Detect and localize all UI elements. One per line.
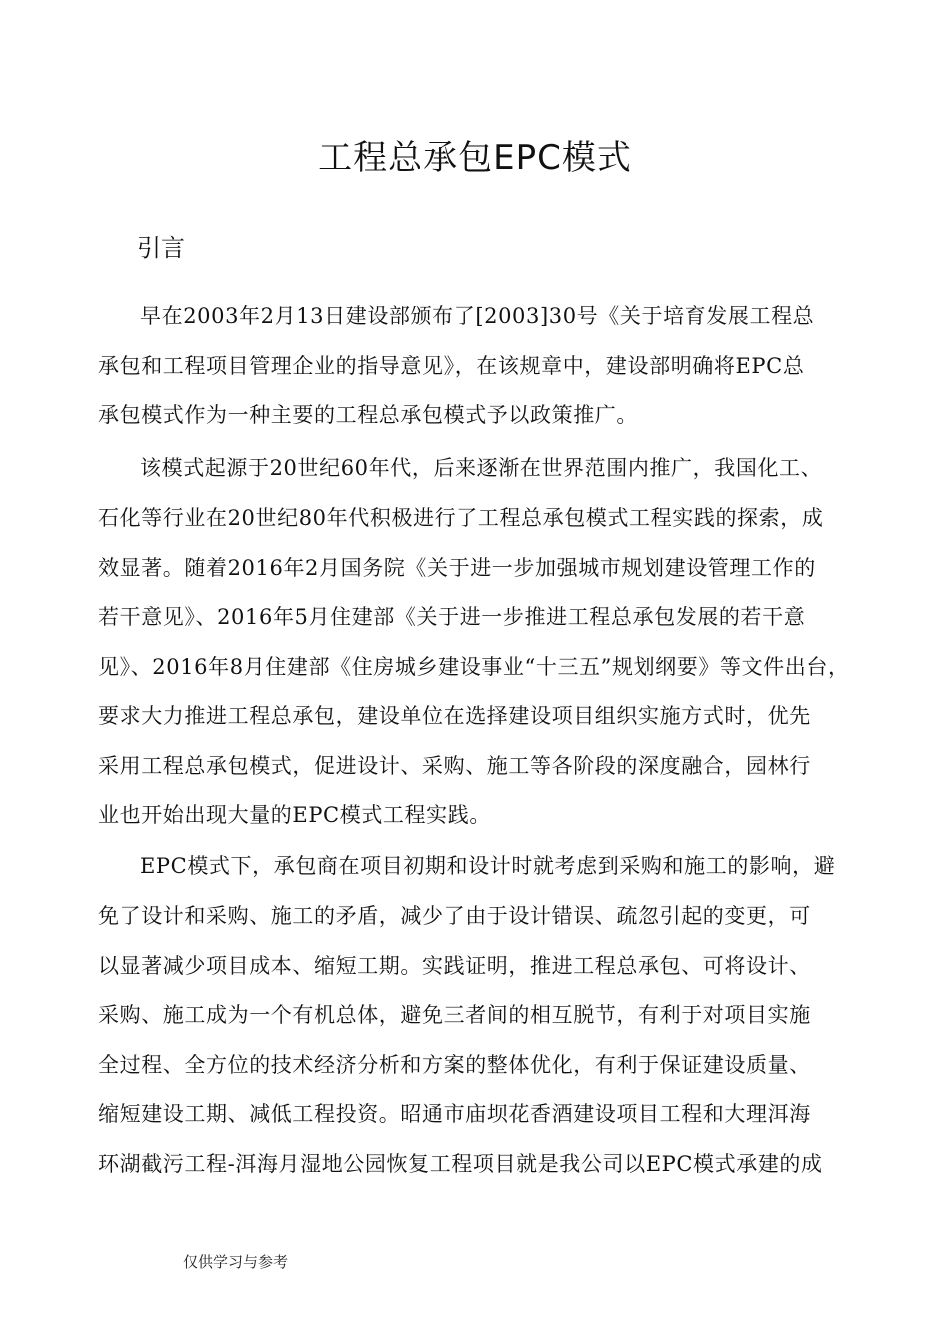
- paragraph-line: 早在2003年2月13日建设部颁布了[2003]30号《关于培育发展工程总: [140, 304, 815, 328]
- paragraph-line: 采购、施工成为一个有机总体，避免三者间的相互脱节，有利于对项目实施: [98, 1003, 811, 1027]
- paragraph-line: 该模式起源于20世纪60年代，后来逐渐在世界范围内推广，我国化工、: [140, 456, 823, 480]
- paragraph-line: 见》、2016年8月住建部《住房城乡建设事业“十三五”规划纲要》等文件出台，: [98, 655, 850, 679]
- paragraph-line: 采用工程总承包模式，促进设计、采购、施工等各阶段的深度融合，园林行: [98, 754, 811, 778]
- paragraph-line: 承包模式作为一种主要的工程总承包模式予以政策推广。: [98, 403, 638, 427]
- paragraph-line: 业也开始出现大量的EPC模式工程实践。: [98, 803, 491, 827]
- paragraph-line: 缩短建设工期、减低工程投资。昭通市庙坝花香酒建设项目工程和大理洱海: [98, 1102, 811, 1126]
- paragraph-line: 效显著。随着2016年2月国务院《关于进一步加强城市规划建设管理工作的: [98, 556, 816, 580]
- paragraph-line: 若干意见》、2016年5月住建部《关于进一步推进工程总承包发展的若干意: [98, 605, 806, 629]
- paragraph-line: 石化等行业在20世纪80年代积极进行了工程总承包模式工程实践的探索，成: [98, 506, 824, 530]
- document-title: 工程总承包EPC模式: [318, 138, 632, 178]
- paragraph-line: 要求大力推进工程总承包，建设单位在选择建设项目组织实施方式时，优先: [98, 704, 811, 728]
- paragraph-line: 全过程、全方位的技术经济分析和方案的整体优化，有利于保证建设质量、: [98, 1053, 811, 1077]
- paragraph-line: 以显著减少项目成本、缩短工期。实践证明，推进工程总承包、可将设计、: [98, 954, 811, 978]
- paragraph-line: 承包和工程项目管理企业的指导意见》，在该规章中，建设部明确将EPC总: [98, 354, 805, 378]
- footer-note: 仅供学习与参考: [183, 1253, 289, 1271]
- paragraph-line: EPC模式下，承包商在项目初期和设计时就考虑到采购和施工的影响，避: [140, 854, 836, 878]
- paragraph-line: 免了设计和采购、施工的矛盾，减少了由于设计错误、疏忽引起的变更，可: [98, 904, 811, 928]
- section-heading-introduction: 引言: [137, 234, 185, 262]
- paragraph-line: 环湖截污工程-洱海月湿地公园恢复工程项目就是我公司以EPC模式承建的成: [98, 1152, 823, 1176]
